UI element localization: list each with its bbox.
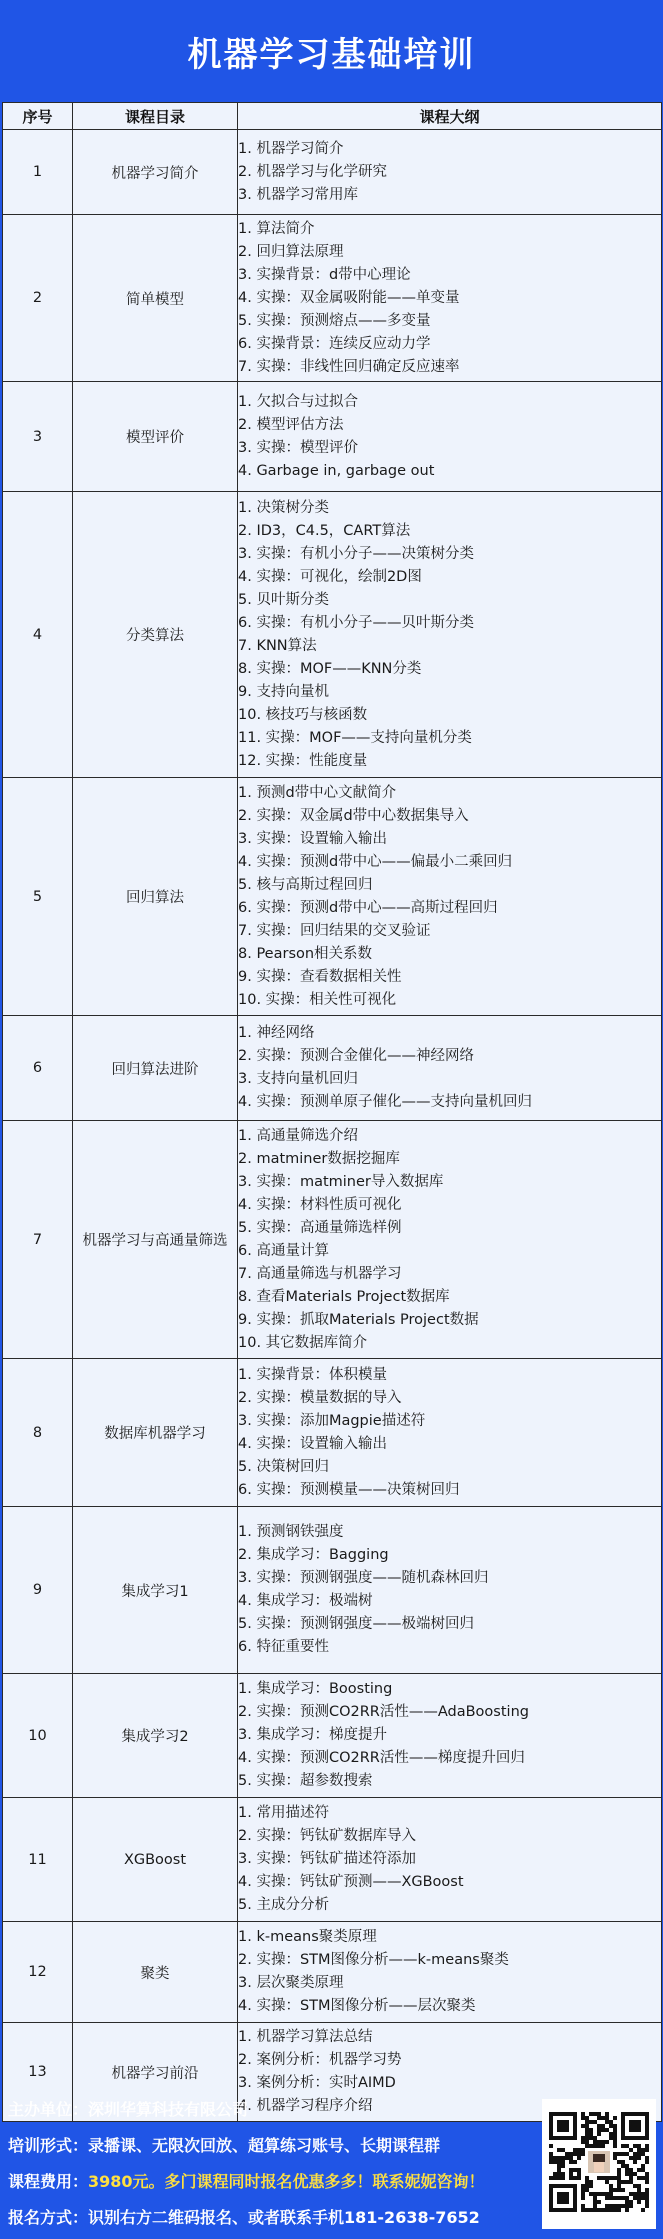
outline-item: 6. 高通量计算 xyxy=(238,1242,329,1259)
row-number: 5 xyxy=(3,778,73,1016)
course-outline xyxy=(238,130,662,215)
outline-item: 5. 主成分分析 xyxy=(238,1897,329,1913)
footer-host xyxy=(8,2097,248,2120)
syllabus-table xyxy=(2,102,662,2122)
outline-item: 3. 集成学习：梯度提升 xyxy=(238,1727,387,1743)
outline-item: 5. 实操：超参数搜索 xyxy=(238,1773,373,1789)
course-title: 机器学习与高通量筛选 xyxy=(73,1121,238,1359)
footer-format xyxy=(8,2133,440,2156)
outline-item: 2. 实操：预测CO2RR活性——AdaBoosting xyxy=(238,1704,529,1720)
column-header-outline: 课程大纲 xyxy=(238,103,662,130)
outline-item: 11. 实操：MOF——支持向量机分类 xyxy=(238,729,472,746)
outline-item: 9. 实操：查看数据相关性 xyxy=(238,968,402,985)
outline-item: 3. 实操：预测钢强度——随机森林回归 xyxy=(238,1570,489,1586)
course-outline xyxy=(238,1507,662,1674)
row-number: 10 xyxy=(3,1674,73,1798)
outline-item: 4. 实操：可视化，绘制2D图 xyxy=(238,568,422,585)
table-row xyxy=(3,1016,662,1121)
outline-item: 6. 特征重要性 xyxy=(238,1639,329,1655)
outline-item: 10. 核技巧与核函数 xyxy=(238,706,368,723)
course-outline xyxy=(238,1016,662,1121)
table-row xyxy=(3,382,662,492)
outline-item: 5. 实操：预测钢强度——极端树回归 xyxy=(238,1616,474,1632)
course-title: 回归算法 xyxy=(73,778,238,1016)
course-title: 回归算法进阶 xyxy=(73,1016,238,1121)
outline-item: 2. 实操：双金属d带中心数据集导入 xyxy=(238,807,469,824)
row-number: 12 xyxy=(3,1922,73,2023)
course-title: 集成学习2 xyxy=(73,1674,238,1798)
outline-item: 3. 层次聚类原理 xyxy=(238,1975,344,1991)
row-number: 2 xyxy=(3,215,73,382)
table-row xyxy=(3,1121,662,1359)
outline-item: 2. 实操：STM图像分析——k-means聚类 xyxy=(238,1952,509,1968)
table-row xyxy=(3,1798,662,1922)
outline-item: 3. 实操：模型评价 xyxy=(238,439,358,456)
column-header-course: 课程目录 xyxy=(73,103,238,130)
outline-item: 2. 实操：钙钛矿数据库导入 xyxy=(238,1828,416,1844)
table-row xyxy=(3,1674,662,1798)
outline-item: 8. 实操：MOF——KNN分类 xyxy=(238,660,422,677)
course-title: 集成学习1 xyxy=(73,1507,238,1674)
row-number: 3 xyxy=(3,382,73,492)
outline-item: 1. 预测d带中心文献简介 xyxy=(238,784,397,801)
outline-item: 7. KNN算法 xyxy=(238,637,317,654)
outline-item: 7. 高通量筛选与机器学习 xyxy=(238,1265,402,1282)
outline-item: 5. 决策树回归 xyxy=(238,1458,329,1475)
outline-item: 9. 支持向量机 xyxy=(238,683,329,700)
course-outline xyxy=(238,215,662,382)
outline-item: 1. 神经网络 xyxy=(238,1025,315,1041)
course-outline xyxy=(238,1121,662,1359)
course-outline xyxy=(238,1922,662,2023)
outline-item: 3. 案例分析：实时AIMD xyxy=(238,2075,396,2091)
course-title: 机器学习前沿 xyxy=(73,2023,238,2122)
outline-item: 3. 实操背景：d带中心理论 xyxy=(238,266,411,283)
row-number: 1 xyxy=(3,130,73,215)
outline-item: 5. 贝叶斯分类 xyxy=(238,591,329,608)
outline-item: 3. 实操：matminer导入数据库 xyxy=(238,1173,444,1190)
outline-item: 4. 实操：双金属吸附能——单变量 xyxy=(238,289,460,306)
row-number: 6 xyxy=(3,1016,73,1121)
footer-format-value: 录播课、无限次回放、超算练习账号、长期课程群 xyxy=(88,2136,441,2155)
outline-item: 3. 实操：设置输入输出 xyxy=(238,830,387,847)
outline-item: 4. Garbage in, garbage out xyxy=(238,462,435,479)
outline-item: 1. 实操背景：体积模量 xyxy=(238,1366,387,1383)
outline-item: 8. Pearson相关系数 xyxy=(238,945,373,962)
outline-item: 1. 常用描述符 xyxy=(238,1805,329,1821)
row-number: 4 xyxy=(3,492,73,778)
outline-item: 2. ID3，C4.5，CART算法 xyxy=(238,522,411,539)
outline-item: 1. 算法简介 xyxy=(238,220,315,237)
outline-item: 1. 集成学习：Boosting xyxy=(238,1681,393,1697)
table-row xyxy=(3,1359,662,1507)
outline-item: 3. 实操：钙钛矿描述符添加 xyxy=(238,1851,416,1867)
outline-item: 2. 集成学习：Bagging xyxy=(238,1547,389,1563)
course-title: 数据库机器学习 xyxy=(73,1359,238,1507)
outline-item: 1. 欠拟合与过拟合 xyxy=(238,393,358,410)
outline-item: 6. 实操背景：连续反应动力学 xyxy=(238,335,431,352)
outline-item: 12. 实操：性能度量 xyxy=(238,752,368,769)
course-title: 机器学习简介 xyxy=(73,130,238,215)
course-title: XGBoost xyxy=(73,1798,238,1922)
outline-item: 2. 模型评估方法 xyxy=(238,416,344,433)
course-outline xyxy=(238,492,662,778)
table-row xyxy=(3,1507,662,1674)
outline-item: 4. 实操：预测CO2RR活性——梯度提升回归 xyxy=(238,1750,525,1766)
footer xyxy=(0,2093,663,2239)
footer-host-label: 主办单位： xyxy=(8,2100,89,2119)
course-title: 简单模型 xyxy=(73,215,238,382)
outline-item: 1. 预测钢铁强度 xyxy=(238,1524,344,1540)
course-title: 模型评价 xyxy=(73,382,238,492)
outline-item: 6. 实操：预测d带中心——高斯过程回归 xyxy=(238,899,498,916)
course-outline xyxy=(238,778,662,1016)
outline-item: 3. 支持向量机回归 xyxy=(238,1071,358,1087)
outline-item: 2. 机器学习与化学研究 xyxy=(238,163,387,180)
footer-host-value: 深圳华算科技有限公司 xyxy=(88,2100,249,2119)
course-outline xyxy=(238,1674,662,1798)
outline-item: 10. 实操：相关性可视化 xyxy=(238,991,397,1008)
outline-item: 8. 查看Materials Project数据库 xyxy=(238,1288,450,1305)
outline-item: 1. 决策树分类 xyxy=(238,499,329,516)
outline-item: 4. 机器学习程序介绍 xyxy=(238,2098,373,2114)
course-outline xyxy=(238,382,662,492)
table-row xyxy=(3,130,662,215)
outline-item: 4. 实操：材料性质可视化 xyxy=(238,1196,402,1213)
outline-item: 4. 实操：设置输入输出 xyxy=(238,1435,387,1452)
outline-item: 3. 机器学习常用库 xyxy=(238,186,358,203)
course-outline xyxy=(238,1359,662,1507)
outline-item: 5. 核与高斯过程回归 xyxy=(238,876,373,893)
outline-item: 4. 实操：钙钛矿预测——XGBoost xyxy=(238,1874,464,1890)
row-number: 11 xyxy=(3,1798,73,1922)
outline-item: 9. 实操：抓取Materials Project数据 xyxy=(238,1311,479,1328)
outline-item: 5. 实操：预测熔点——多变量 xyxy=(238,312,431,329)
outline-item: 10. 其它数据库简介 xyxy=(238,1334,368,1351)
outline-item: 4. 实操：预测单原子催化——支持向量机回归 xyxy=(238,1094,532,1110)
outline-item: 4. 实操：STM图像分析——层次聚类 xyxy=(238,1998,476,2014)
outline-item: 5. 实操：高通量筛选样例 xyxy=(238,1219,402,1236)
table-row xyxy=(3,1922,662,2023)
outline-item: 1. 高通量筛选介绍 xyxy=(238,1127,358,1144)
footer-fee-value: 3980元。多门课程同时报名优惠多多！联系妮妮咨询！ xyxy=(88,2172,485,2191)
course-title: 聚类 xyxy=(73,1922,238,2023)
row-number: 7 xyxy=(3,1121,73,1359)
course-title: 分类算法 xyxy=(73,492,238,778)
outline-item: 2. 案例分析：机器学习势 xyxy=(238,2052,402,2068)
row-number: 13 xyxy=(3,2023,73,2122)
outline-item: 4. 集成学习：极端树 xyxy=(238,1593,373,1609)
page-title: 机器学习基础培训 xyxy=(187,34,476,75)
outline-item: 6. 实操：有机小分子——贝叶斯分类 xyxy=(238,614,474,631)
footer-signup xyxy=(8,2205,480,2228)
outline-item: 3. 实操：添加Magpie描述符 xyxy=(238,1412,426,1429)
table-row xyxy=(3,215,662,382)
outline-item: 6. 实操：预测模量——决策树回归 xyxy=(238,1481,460,1498)
outline-item: 7. 实操：非线性回归确定反应速率 xyxy=(238,358,460,375)
footer-fee-label: 课程费用： xyxy=(8,2172,89,2191)
table-row xyxy=(3,492,662,778)
table-row xyxy=(3,778,662,1016)
outline-item: 4. 实操：预测d带中心——偏最小二乘回归 xyxy=(238,853,513,870)
outline-item: 1. 机器学习算法总结 xyxy=(238,2029,373,2045)
outline-item: 2. 回归算法原理 xyxy=(238,243,344,260)
column-header-number: 序号 xyxy=(3,103,73,130)
course-outline xyxy=(238,1798,662,1922)
row-number: 9 xyxy=(3,1507,73,1674)
outline-item: 1. k-means聚类原理 xyxy=(238,1929,377,1945)
outline-item: 7. 实操：回归结果的交叉验证 xyxy=(238,922,431,939)
footer-fee xyxy=(8,2169,485,2192)
footer-format-label: 培训形式： xyxy=(8,2136,89,2155)
outline-item: 2. 实操：模量数据的导入 xyxy=(238,1389,402,1406)
footer-signup-value: 识别右方二维码报名、或者联系手机181-2638-7652 xyxy=(88,2208,480,2227)
qr-code-icon[interactable] xyxy=(542,2099,656,2229)
table-header-row xyxy=(3,103,662,130)
row-number: 8 xyxy=(3,1359,73,1507)
outline-item: 3. 实操：有机小分子——决策树分类 xyxy=(238,545,474,562)
outline-item: 2. matminer数据挖掘库 xyxy=(238,1150,400,1167)
footer-signup-label: 报名方式： xyxy=(8,2208,89,2227)
outline-item: 2. 实操：预测合金催化——神经网络 xyxy=(238,1048,474,1064)
outline-item: 1. 机器学习简介 xyxy=(238,140,344,157)
